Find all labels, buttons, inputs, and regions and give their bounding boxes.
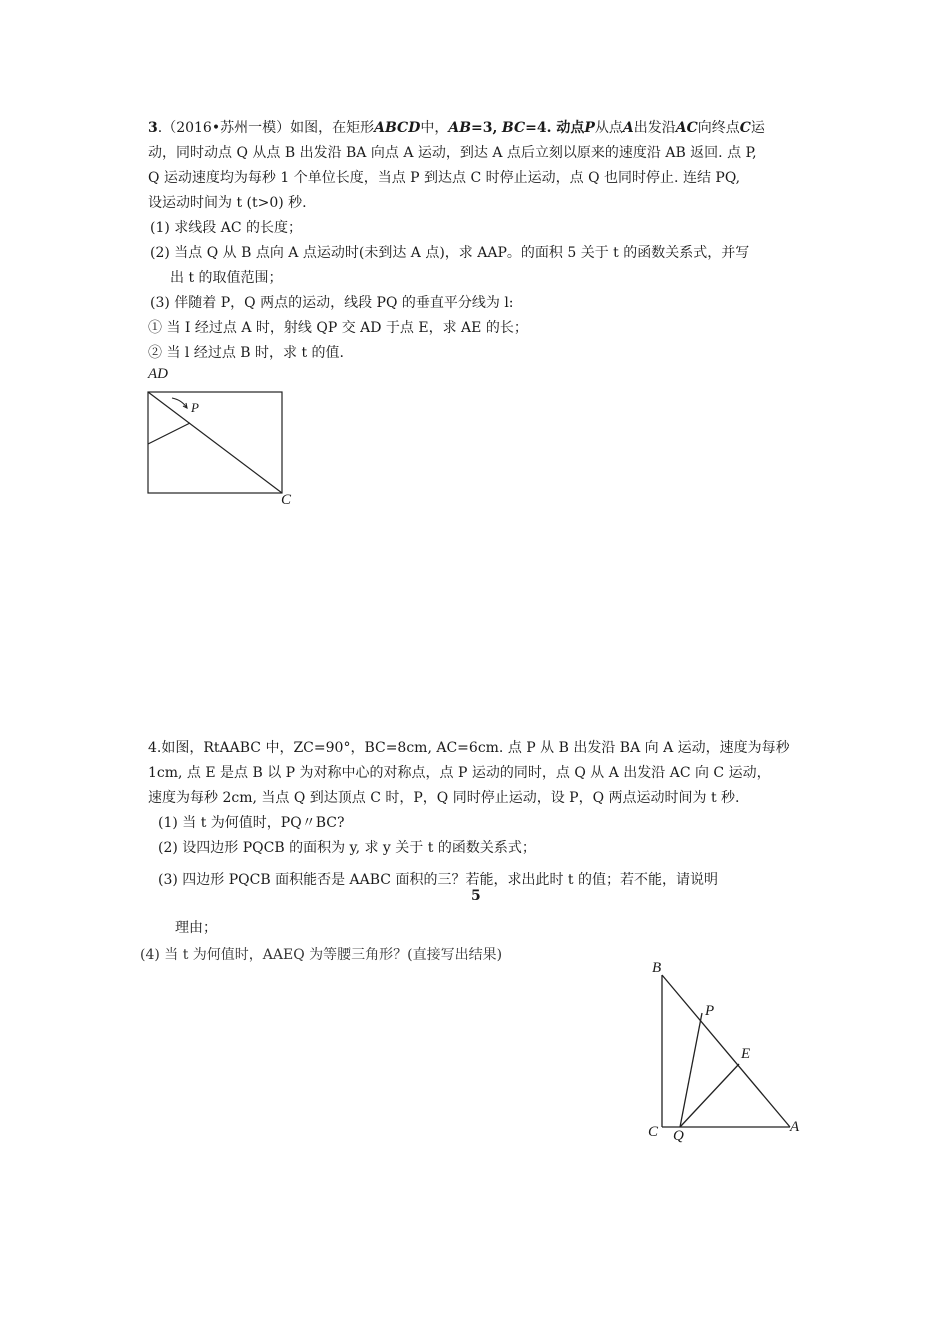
q4-part-3-fraction: 5 — [471, 888, 481, 904]
q3-var: AC — [675, 120, 698, 136]
q4-fig-label-e: E — [741, 1046, 751, 1062]
q4-line-3: 速度为每秒 2cm, 当点 Q 到达顶点 C 时，P，Q 同时停止运动，设 P，Q 两点运动时间为 t 秒. — [148, 790, 740, 806]
q3-part-2a: (2) 当点 Q 从 B 点向 A 点运动时(未到达 A 点)，求 AAP。的面积 5 关于 t 的函数关系式，并写 — [150, 245, 750, 261]
q4-part-3: (3) 四边形 PQCB 面积能否是 AABC 面积的三？若能，求出此时 t 的值；若不能，请说明 — [158, 872, 718, 888]
q3-var: BC — [501, 120, 526, 136]
q3-text: 向终点 — [697, 120, 740, 136]
q3-part-2b: 出 t 的取值范围； — [170, 270, 283, 286]
q3-text: =4. 动点 — [525, 120, 585, 136]
q4-fig-label-c: C — [648, 1124, 659, 1140]
q3-var: AB — [448, 120, 472, 136]
q4-fig-label-p: P — [705, 1003, 715, 1019]
q3-part-1: (1) 求线段 AC 的长度； — [150, 220, 303, 236]
q3-text: 运 — [750, 120, 765, 136]
q3-var: ABCD — [374, 120, 421, 136]
q4-part-1: (1) 当 t 为何值时，PQ〃BC? — [158, 815, 345, 831]
q4-part-3-continued: 理由； — [175, 920, 217, 936]
q3-sub-1: ① 当 I 经过点 A 时，射线 QP 交 AD 于点 E，求 AE 的长； — [148, 320, 528, 336]
q4-fig-label-a: A — [790, 1119, 800, 1135]
q4-line-1: 4.如图，RtAABC 中，ZC=90°，BC=8cm, AC=6cm. 点 P 从 B 出发沿 BA 向 A 运动，速度为每秒 — [148, 740, 790, 756]
q3-var: P — [584, 120, 595, 136]
q3-line-3: Q 运动速度均为每秒 1 个单位长度，当点 P 到达点 C 时停止运动，点 Q 也同时停止. 连结 PQ, — [148, 170, 741, 186]
q3-var: C — [739, 120, 751, 136]
q3-text: 出发沿 — [633, 120, 676, 136]
q4-part-4-text: (4) 当 t 为何值时，AAEQ 为等腰三角形？(直接写出结果) — [140, 947, 503, 963]
q3-text: 中， — [420, 120, 449, 136]
q3-text: .（2016•苏州一模）如图，在矩形 — [157, 120, 375, 136]
q3-part-3: (3) 伴随着 P，Q 两点的运动，线段 PQ 的垂直平分线为 l: — [150, 295, 514, 311]
q4-line-2: 1cm, 点 E 是点 B 以 P 为对称中心的对称点，点 P 运动的同时，点 Q 从 A 出发沿 AC 向 C 运动， — [148, 765, 771, 781]
q3-sub-2: ② 当 l 经过点 B 时，求 t 的值. — [148, 345, 344, 361]
q3-var: A — [622, 120, 634, 136]
q4-fig-label-q: Q — [673, 1128, 684, 1144]
q4-part-2: (2) 设四边形 PQCB 的面积为 y, 求 y 关于 t 的函数关系式； — [158, 840, 536, 856]
q3-line-4: 设运动时间为 t (t>0) 秒. — [148, 195, 307, 211]
q3-text: 从点 — [594, 120, 623, 136]
q3-fig-label-p: P — [191, 400, 199, 415]
q3-fig-label-ad: AD — [148, 366, 168, 382]
q3-number: 3 — [148, 120, 158, 136]
q3-line-2: 动，同时动点 Q 从点 B 出发沿 BA 向点 A 运动，到达 A 点后立刻以原来的速度沿 AB 返回. 点 P, — [148, 145, 757, 161]
q4-fig-label-b: B — [652, 960, 662, 976]
q3-fig-label-c: C — [281, 492, 292, 508]
q3-text: =3, — [471, 120, 498, 136]
